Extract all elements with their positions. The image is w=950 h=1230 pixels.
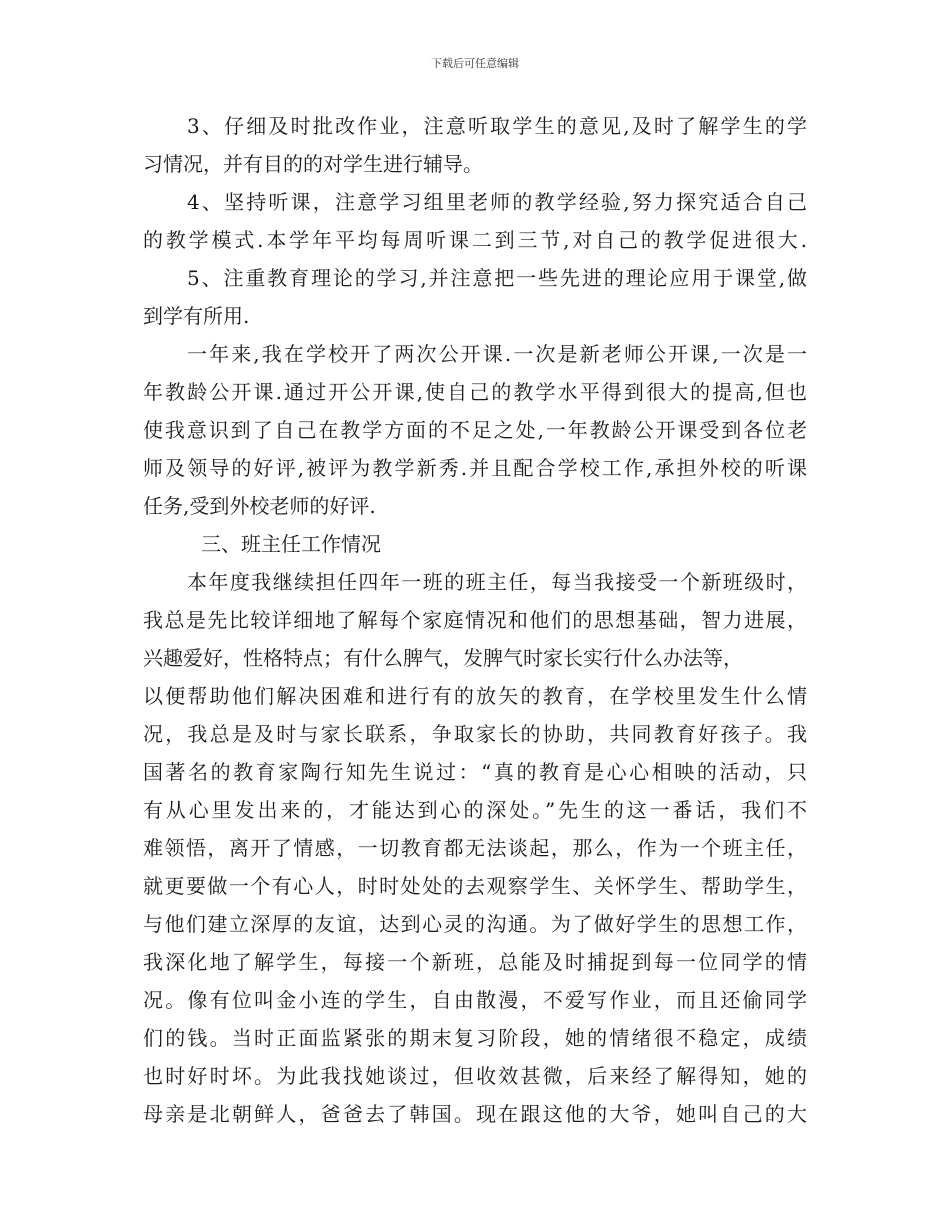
text-line: 3、仔细及时批改作业，注意听取学生的意见,及时了解学生的学 <box>187 114 807 138</box>
text-line: 母亲是北朝鲜人，爸爸去了韩国。现在跟这他的大爷，她叫自己的大 <box>143 1102 807 1126</box>
text-line: 有从心里发出来的，才能达到心的深处。”先生的这一番话，我们不 <box>143 798 807 822</box>
text-line: 兴趣爱好，性格特点；有什么脾气，发脾气时家长实行什么办法等， <box>143 646 743 670</box>
text-line: 就更要做一个有心人，时时处处的去观察学生、关怀学生、帮助学生， <box>143 874 807 898</box>
text-line: 的教学模式.本学年平均每周听课二到三节,对自己的教学促进很大. <box>143 228 807 252</box>
text-line: 5、注重教育理论的学习,并注意把一些先进的理论应用于课堂,做 <box>187 266 807 290</box>
text-line: 也时好时坏。为此我找她谈过，但收效甚微，后来经了解得知，她的 <box>143 1064 807 1088</box>
text-line: 任务,受到外校老师的好评. <box>143 494 376 518</box>
text-line: 我总是先比较详细地了解每个家庭情况和他们的思想基础，智力进展， <box>143 608 807 632</box>
text-line: 我深化地了解学生，每接一个新班，总能及时捕捉到每一位同学的情 <box>143 950 807 974</box>
body-text <box>143 107 807 1133</box>
text-line: 到学有所用. <box>143 304 250 328</box>
text-line: 使我意识到了自己在教学方面的不足之处,一年教龄公开课受到各位老 <box>143 418 807 442</box>
text-line: 们的钱。当时正面监紧张的期末复习阶段，她的情绪很不稳定，成绩 <box>143 1026 807 1050</box>
text-line: 年教龄公开课.通过开公开课,使自己的教学水平得到很大的提高,但也 <box>143 380 807 404</box>
text-line: 与他们建立深厚的友谊，达到心灵的沟通。为了做好学生的思想工作， <box>143 912 807 936</box>
text-line: 一年来,我在学校开了两次公开课.一次是新老师公开课,一次是一 <box>187 342 807 366</box>
section-heading: 三、班主任工作情况 <box>201 532 381 556</box>
page-header: 下载后可任意编辑 <box>431 57 519 70</box>
text-line: 难领悟，离开了情感，一切教育都无法谈起，那么，作为一个班主任， <box>143 836 807 860</box>
text-line: 习情况，并有目的的对学生进行辅导。 <box>143 152 483 176</box>
text-line: 师及领导的好评,被评为教学新秀.并且配合学校工作,承担外校的听课 <box>143 456 807 480</box>
text-line: 国著名的教育家陶行知先生说过：“真的教育是心心相映的活动，只 <box>143 760 807 784</box>
text-line: 况。像有位叫金小连的学生，自由散漫，不爱写作业，而且还偷同学 <box>143 988 807 1012</box>
text-line: 况，我总是及时与家长联系，争取家长的协助，共同教育好孩子。我 <box>143 722 807 746</box>
text-line: 4、坚持听课，注意学习组里老师的教学经验,努力探究适合自己 <box>187 190 807 214</box>
text-line: 以便帮助他们解决困难和进行有的放矢的教育，在学校里发生什么情 <box>143 684 807 708</box>
text-line: 本年度我继续担任四年一班的班主任，每当我接受一个新班级时， <box>187 570 807 594</box>
